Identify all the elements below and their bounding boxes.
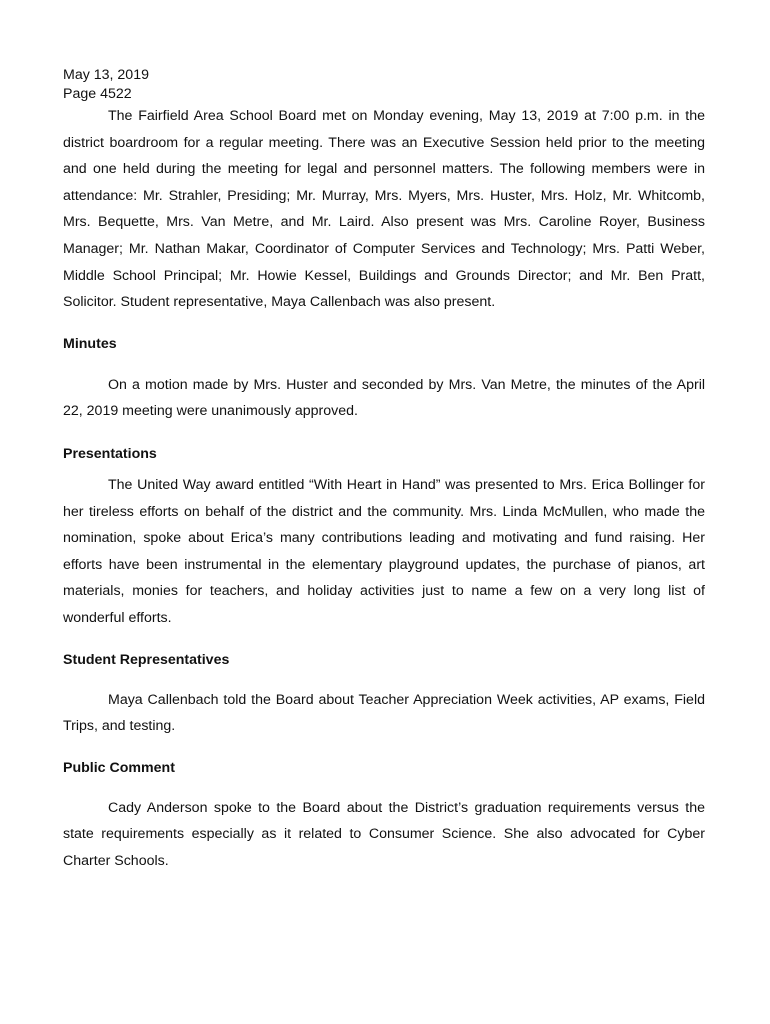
public-comment-paragraph: Cady Anderson spoke to the Board about the District’s graduation requirements versus the state requirements especially as it related to Consumer Science. She also advocated for Cyber Charter Schools.	[63, 799, 705, 869]
page-number: Page 4522	[63, 85, 132, 102]
intro-paragraph: The Fairfield Area School Board met on Monday evening, May 13, 2019 at 7:00 p.m. in the district boardroom for a regular meeting. There was an Executive Session held prior to the meeting and one held during the meeting for legal and personnel matters. The following members were in attendance: Mr. Strahler, Presiding; Mr. Murray, Mrs. Myers, Mrs. Huster, Mrs. Holz, Mr. Whitcomb, Mrs. Bequette, Mrs. Van Metre, and Mr. Laird. Also present was Mrs. Caroline Royer, Business Manager; Mr. Nathan Makar, Coordinator of Computer Services and Technology; Mrs. Patti Weber, Middle School Principal; Mr. Howie Kessel, Buildings and Grounds Director; and Mr. Ben Pratt, Solicitor. Student representative, Maya Callenbach was also present.	[63, 108, 705, 311]
document-page	[63, 66, 705, 874]
student-representatives-heading: Student Representatives	[63, 651, 230, 668]
minutes-heading: Minutes	[63, 335, 117, 352]
presentations-paragraph: The United Way award entitled “With Heart in Hand” was presented to Mrs. Erica Bollinger for her tireless efforts on behalf of the district and the community. Mrs. Linda McMullen, who made the nomination, spoke about Erica’s many contributions leading and motivating and fund raising. Her efforts have been instrumental in the elementary playground updates, the purchase of pianos, art materials, monies for teachers, and holiday activities just to name a few on a very long list of wonderful efforts.	[63, 476, 705, 626]
student-representatives-paragraph: Maya Callenbach told the Board about Teacher Appreciation Week activities, AP exams, Field Trips, and testing.	[63, 691, 705, 735]
public-comment-heading: Public Comment	[63, 759, 175, 776]
meeting-date: May 13, 2019	[63, 67, 149, 83]
minutes-paragraph: On a motion made by Mrs. Huster and seconded by Mrs. Van Metre, the minutes of the April 22, 2019 meeting were unanimously approved.	[63, 376, 705, 420]
presentations-heading: Presentations	[63, 445, 157, 462]
